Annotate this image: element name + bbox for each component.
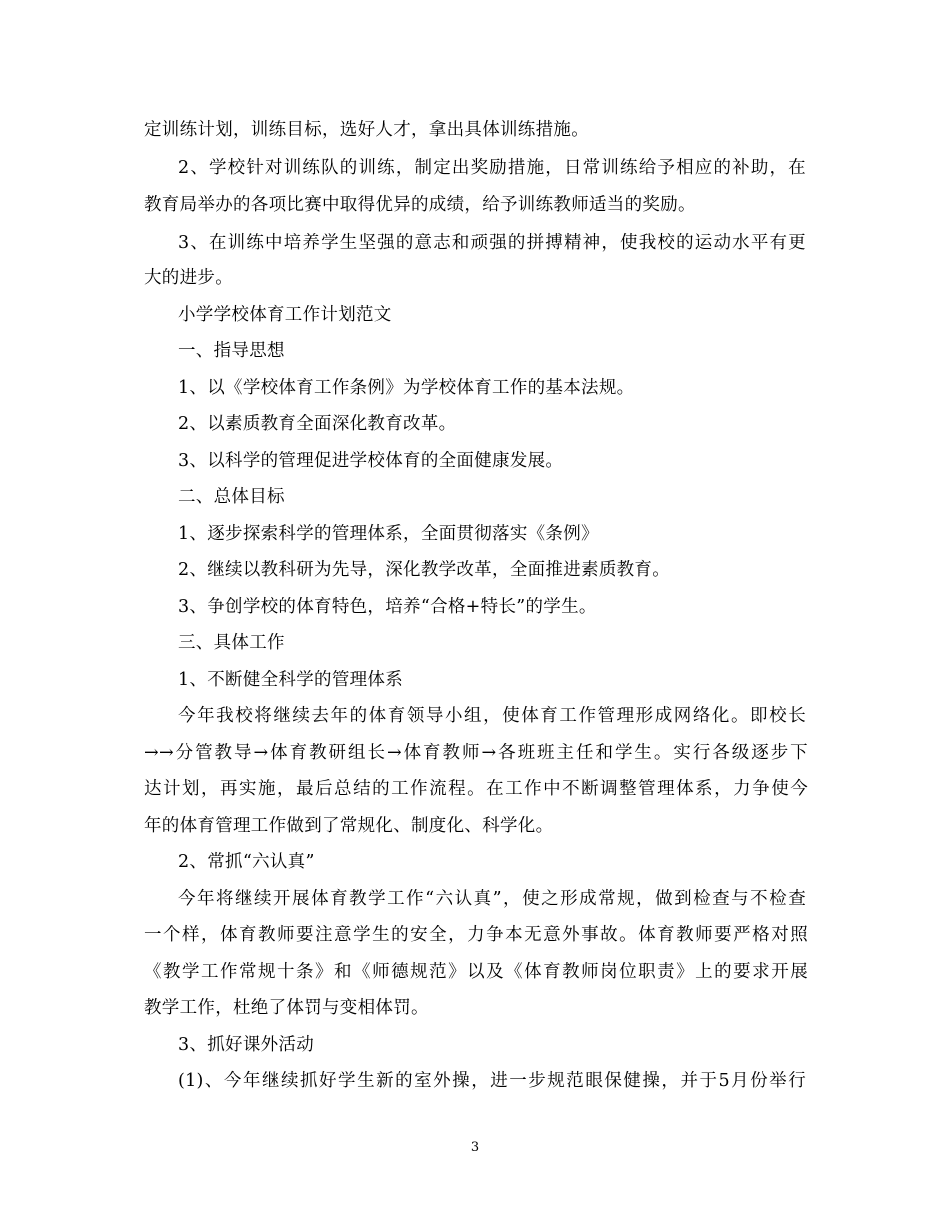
paragraph-line-1: 定训练计划，训练目标，选好人才，拿出具体训练措施。	[144, 120, 589, 140]
heading-overall-goals: 二、总体目标	[178, 487, 285, 507]
list-item: 2、继续以教科研为先导，深化教学改革，全面推进素质教育。	[178, 560, 671, 580]
paragraph-line-2: 2、学校针对训练队的训练，制定出奖励措施，日常训练给予相应的补助，在	[178, 158, 806, 178]
paragraph-line: (1)、今年继续抓好学生新的室外操，进一步规范眼保健操，并于5月份举行	[178, 1071, 806, 1091]
paragraph-line: 年的体育管理工作做到了常规化、制度化、科学化。	[144, 816, 554, 836]
subheading: 1、不断健全科学的管理体系	[178, 670, 404, 690]
list-item: 1、以《学校体育工作条例》为学校体育工作的基本法规。	[178, 378, 635, 398]
paragraph-line-3: 教育局举办的各项比赛中取得优异的成绩，给予训练教师适当的奖励。	[144, 195, 696, 215]
subheading: 3、抓好课外活动	[178, 1035, 315, 1055]
paragraph-line: 今年我校将继续去年的体育领导小组，使体育工作管理形成网络化。即校长	[178, 706, 806, 726]
paragraph-line-5: 大的进步。	[144, 268, 233, 288]
list-item: 1、逐步探索科学的管理体系，全面贯彻落实《条例》	[178, 524, 599, 544]
list-item: 3、以科学的管理促进学校体育的全面健康发展。	[178, 451, 564, 471]
subheading: 2、常抓“六认真”	[178, 852, 315, 872]
paragraph-line: →→分管教导→体育教研组长→体育教师→各班班主任和学生。实行各级逐步下	[144, 743, 808, 763]
list-item: 3、争创学校的体育特色，培养“合格+特长”的学生。	[178, 597, 597, 617]
paragraph-line: 达计划，再实施，最后总结的工作流程。在工作中不断调整管理体系，力争使今	[144, 779, 808, 799]
heading-guiding-thought: 一、指导思想	[178, 341, 285, 361]
list-item: 2、以素质教育全面深化教育改革。	[178, 414, 457, 434]
heading-specific-work: 三、具体工作	[178, 633, 285, 653]
section-title: 小学学校体育工作计划范文	[178, 305, 392, 325]
paragraph-line: 教学工作，杜绝了体罚与变相体罚。	[144, 998, 429, 1018]
paragraph-line: 今年将继续开展体育教学工作“六认真”，使之形成常规，做到检查与不检查	[178, 889, 806, 909]
paragraph-line-4: 3、在训练中培养学生坚强的意志和顽强的拼搏精神，使我校的运动水平有更	[178, 233, 806, 253]
paragraph-line: 一个样，体育教师要注意学生的安全，力争本无意外事故。体育教师要严格对照	[144, 925, 808, 945]
page-number: 3	[470, 1140, 480, 1155]
paragraph-line: 《教学工作常规十条》和《师德规范》以及《体育教师岗位职责》上的要求开展	[144, 962, 808, 982]
